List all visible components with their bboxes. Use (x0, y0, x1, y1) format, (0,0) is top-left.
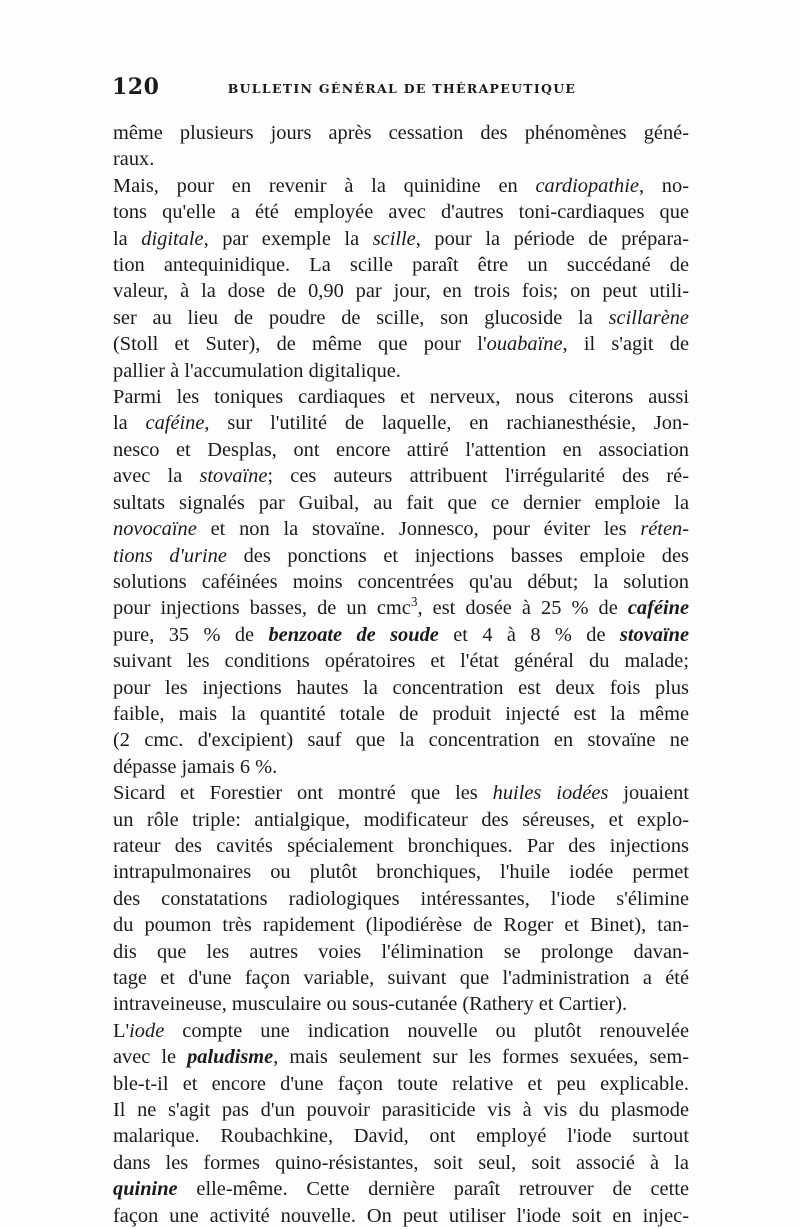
italic-term: iode (129, 1019, 165, 1042)
text-line: Sicard et Forestier ont montré que les huiles iodées jouaient (113, 782, 689, 805)
italic-term: paludisme (187, 1046, 274, 1069)
text-line: avec la stovaïne; ces auteurs attribuent l'irrégularité des ré- (113, 465, 689, 488)
text-line: pour les injections hautes la concentration est deux fois plus (113, 676, 689, 699)
text-line: faible, mais la quantité totale de produit injecté est la même (113, 702, 689, 725)
italic-term: caféine (145, 412, 205, 435)
italic-term: quinine (113, 1178, 178, 1201)
running-title: BULLETIN GÉNÉRAL DE THÉRAPEUTIQUE (227, 81, 577, 96)
italic-term: digitale (141, 227, 204, 250)
text-line: malarique. Roubachkine, David, ont employé l'iode surtout (113, 1125, 689, 1148)
text-line: la caféine, sur l'utilité de laquelle, en rachianesthésie, Jon- (113, 412, 689, 435)
text-line: suivant les conditions opératoires et l'état général du malade; (113, 650, 689, 673)
paragraph (113, 1018, 689, 1229)
text-line: (Stoll et Suter), de même que pour l'ouabaïne, il s'agit de (113, 333, 690, 356)
text-line: (2 cmc. d'excipient) sauf que la concentration en stovaïne ne (113, 729, 689, 752)
text-line: pallier à l'accumulation digitalique. (113, 359, 401, 382)
text-line: tage et d'une façon variable, suivant que l'administration a été (113, 967, 689, 989)
page-number: 120 (112, 74, 160, 100)
text-line: tions d'urine des ponctions et injections basses emploie des (113, 544, 689, 567)
text-line: dans les formes quino-résistantes, soit seul, soit associé à la (113, 1151, 689, 1174)
text-line: des constatations radiologiques intéressantes, l'iode s'élimine (113, 887, 689, 910)
text-line: Parmi les toniques cardiaques et nerveux, nous citerons aussi (113, 386, 689, 409)
italic-term: réten- (640, 518, 689, 541)
text-line: même plusieurs jours après cessation des phénomènes géné- (113, 122, 689, 144)
text-line: quinine elle-même. Cette dernière paraît retrouver de cette (113, 1178, 689, 1201)
body-text (113, 120, 689, 1229)
text-line: novocaïne et non la stovaïne. Jonnesco, pour éviter les réten- (113, 518, 689, 541)
paragraph (113, 120, 689, 173)
text-line: raux. (113, 148, 155, 171)
text-line: Mais, pour en revenir à la quinidine en cardiopathie, no- (113, 174, 689, 197)
text-line: intraveineuse, musculaire ou sous-cutanée (Rathery et Cartier). (113, 993, 628, 1016)
italic-term: caféine (627, 597, 690, 620)
text-line: L'iode compte une indication nouvelle ou plutôt renouvelée (113, 1019, 689, 1042)
text-line: nesco et Desplas, ont encore attiré l'attention en association (113, 438, 689, 461)
text-line: avec le paludisme, mais seulement sur les formes sexuées, sem- (113, 1046, 689, 1069)
italic-term: scille (372, 227, 416, 250)
text-line: sultats signalés par Guibal, au fait que ce dernier emploie la (113, 491, 689, 514)
text-line: dépasse jamais 6 %. (113, 755, 278, 778)
text-line: ble-t-il et encore d'une façon toute relative et peu explicable. (113, 1072, 689, 1095)
text-line: la digitale, par exemple la scille, pour la période de prépara- (113, 227, 689, 250)
italic-term: ouabaïne (486, 333, 563, 356)
italic-term: huiles iodées (492, 782, 609, 805)
text-line: un rôle triple: antialgique, modificateur des séreuses, et explo- (113, 808, 689, 831)
text-line: solutions caféinées moins concentrées qu'au début; la solution (113, 570, 689, 593)
text-line: dis que les autres voies l'élimination se prolonge davan- (113, 940, 689, 963)
italic-term: scillarène (608, 306, 689, 329)
italic-term: stovaïne (619, 623, 690, 646)
text-line: façon une activité nouvelle. On peut utiliser l'iode soit en injec- (113, 1204, 689, 1227)
text-line: Il ne s'agit pas d'un pouvoir parasiticide vis à vis du plasmode (113, 1099, 689, 1122)
page-header (112, 74, 692, 104)
italic-term: tions d'urine (113, 544, 227, 567)
text-line: rateur des cavités spécialement bronchiques. Par des injections (113, 834, 689, 857)
text-line: tion antequinidique. La scille paraît être un succédané de (113, 254, 689, 277)
text-line: valeur, à la dose de 0,90 par jour, en trois fois; on peut utili- (113, 280, 689, 303)
italic-term: stovaïne (199, 465, 268, 488)
text-line: pure, 35 % de benzoate de soude et 4 à 8 % de stovaïne (113, 623, 690, 646)
italic-term: cardiopathie (535, 174, 639, 197)
paragraph (113, 780, 689, 1018)
italic-term: novocaïne (113, 518, 197, 541)
text-line: intrapulmonaires ou plutôt bronchiques, l'huile iodée permet (113, 861, 689, 884)
text-line: du poumon très rapidement (lipodiérèse de Roger et Binet), tan- (113, 914, 689, 937)
text-line: pour injections basses, de un cmc$^3$, est dosée à 25 % de caféine (113, 594, 690, 620)
text-line: tons qu'elle a été employée avec d'autres toni-cardiaques que (113, 201, 689, 224)
paragraph (113, 384, 689, 780)
paragraph (113, 173, 689, 384)
text-line: ser au lieu de poudre de scille, son glucoside la scillarène (113, 306, 689, 329)
italic-term: benzoate de soude (268, 623, 439, 646)
